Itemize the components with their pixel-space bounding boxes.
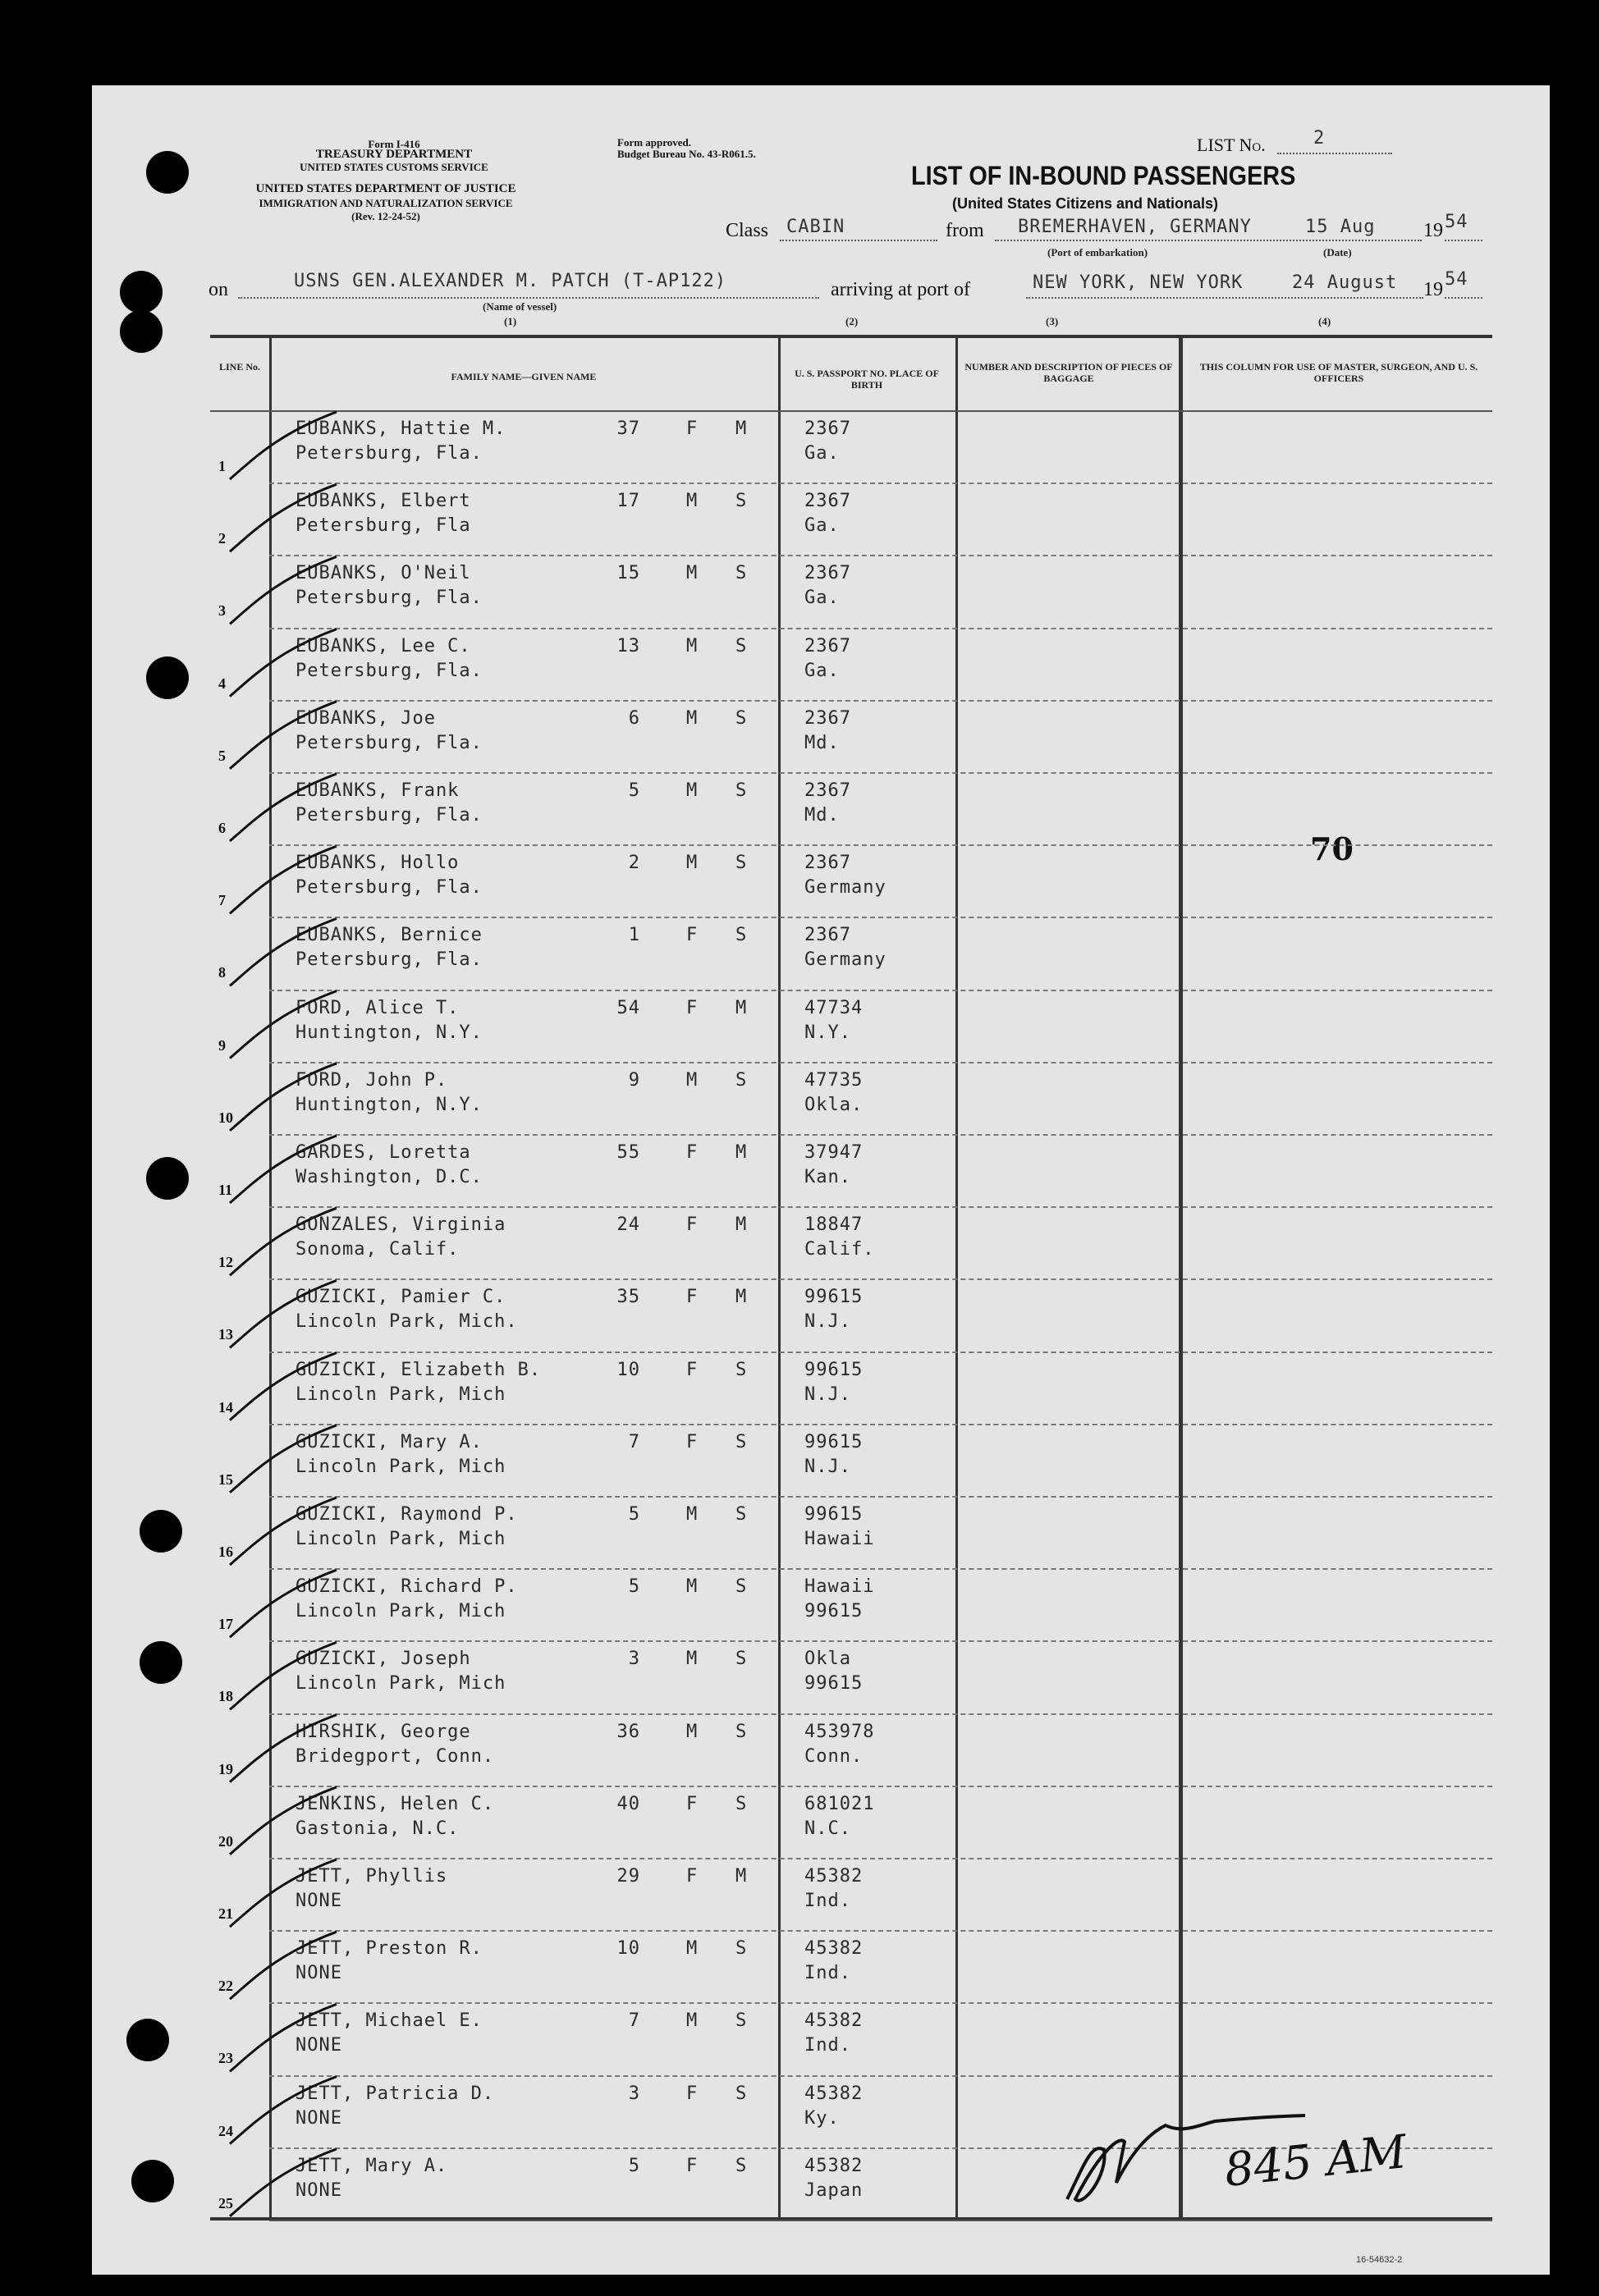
- document-title: LIST OF IN-BOUND PASSENGERS: [911, 161, 1296, 190]
- passport-number: 99615: [804, 1431, 864, 1452]
- family-given-name: EUBANKS, Lee C.: [296, 635, 471, 656]
- place-of-birth: Germany: [804, 877, 887, 899]
- passport-number: 2367: [804, 635, 851, 656]
- age: 37: [616, 418, 640, 439]
- column-2-caption: (2): [845, 315, 859, 327]
- passport-number: 453978: [804, 1721, 875, 1742]
- family-given-name: GARDES, Loretta: [296, 1142, 471, 1163]
- marital-status: S: [735, 1793, 748, 1814]
- form-code: 16-54632-2: [1356, 2255, 1403, 2265]
- class-value: CABIN: [786, 217, 845, 237]
- line-number: 9: [218, 1036, 226, 1054]
- form-approved: Form approved.: [617, 136, 692, 149]
- marital-status: S: [735, 2010, 748, 2032]
- place-of-birth: Ga.: [804, 588, 840, 609]
- passport-number: 45382: [804, 2010, 864, 2032]
- sex: F: [686, 2083, 699, 2104]
- passport-number: Okla: [804, 1649, 851, 1670]
- place-of-birth: 99615: [804, 1601, 864, 1622]
- family-given-name: EUBANKS, Frank: [296, 780, 460, 801]
- marital-status: M: [735, 1287, 748, 1308]
- age: 13: [616, 635, 640, 656]
- marital-status: S: [735, 1576, 748, 1598]
- sex: M: [686, 563, 699, 584]
- line-number: 10: [218, 1109, 233, 1126]
- passport-number: 45382: [804, 1938, 864, 1960]
- marital-status: S: [735, 1431, 748, 1452]
- place-of-birth: Md.: [804, 805, 840, 826]
- tally-check-mark: [230, 2149, 337, 2216]
- age: 2: [628, 853, 640, 874]
- place-of-birth: Ind.: [804, 1963, 851, 1984]
- marital-status: M: [735, 1142, 748, 1163]
- marital-status: S: [735, 1069, 748, 1091]
- sex: F: [686, 1142, 699, 1163]
- family-given-name: GUZICKI, Pamier C.: [296, 1287, 506, 1308]
- marital-status: S: [735, 1359, 748, 1380]
- line-number: 11: [218, 1182, 233, 1198]
- line-number: 17: [218, 1616, 233, 1633]
- list-no-label: LIST No.: [1197, 135, 1266, 155]
- date-caption: (Date): [1323, 246, 1352, 258]
- line-number: 19: [218, 1760, 233, 1777]
- passport-number: Hawaii: [804, 1576, 875, 1598]
- family-given-name: GONZALES, Virginia: [296, 1214, 506, 1236]
- age: 55: [616, 1142, 640, 1163]
- marital-status: S: [735, 1721, 748, 1742]
- residence: Petersburg, Fla.: [296, 949, 483, 971]
- age: 24: [616, 1214, 640, 1236]
- column-header-passport: U. S. PASSPORT NO. PLACE OF BIRTH: [795, 368, 939, 391]
- tally-check-mark: [230, 846, 337, 913]
- family-given-name: JETT, Patricia D.: [296, 2083, 495, 2104]
- family-given-name: GUZICKI, Raymond P.: [296, 1504, 518, 1525]
- passport-number: 2367: [804, 707, 851, 729]
- revision-date: (Rev. 12-24-52): [351, 210, 420, 222]
- place-of-birth: Japan: [804, 2179, 864, 2201]
- line-number: 15: [218, 1470, 233, 1488]
- passport-number: 99615: [804, 1504, 864, 1525]
- age: 5: [628, 1576, 640, 1598]
- sex: M: [686, 853, 699, 874]
- sex: M: [686, 1649, 699, 1670]
- family-given-name: JETT, Preston R.: [296, 1938, 483, 1960]
- passport-number: 45382: [804, 1866, 864, 1887]
- from-label: from: [946, 220, 984, 241]
- marital-status: S: [735, 2083, 748, 2104]
- sex: M: [686, 1504, 699, 1525]
- line-number: 23: [218, 2050, 233, 2067]
- column-header-name: FAMILY NAME—GIVEN NAME: [451, 371, 597, 382]
- place-of-birth: Ga.: [804, 443, 840, 464]
- family-given-name: EUBANKS, Elbert: [296, 491, 471, 512]
- class-label: Class: [726, 220, 769, 241]
- passport-number: 99615: [804, 1287, 864, 1308]
- residence: Petersburg, Fla.: [296, 588, 483, 609]
- age: 35: [616, 1287, 640, 1308]
- passport-number: 18847: [804, 1214, 864, 1236]
- tally-check-mark: [230, 774, 337, 841]
- tally-check-mark: [230, 2077, 337, 2144]
- passport-number: 2367: [804, 563, 851, 584]
- age: 15: [616, 563, 640, 584]
- family-given-name: GUZICKI, Richard P.: [296, 1576, 518, 1598]
- vessel-name: USNS GEN.ALEXANDER M. PATCH (T-AP122): [294, 271, 727, 291]
- sex: M: [686, 1576, 699, 1598]
- residence: Petersburg, Fla.: [296, 732, 483, 753]
- line-number: 14: [218, 1398, 233, 1416]
- marital-status: S: [735, 1504, 748, 1525]
- age: 5: [628, 2155, 640, 2176]
- age: 36: [616, 1721, 640, 1742]
- line-number: 8: [218, 964, 226, 981]
- column-4-caption: (4): [1318, 315, 1331, 327]
- family-given-name: HIRSHIK, George: [296, 1721, 471, 1742]
- residence: Petersburg, Fla.: [296, 877, 483, 899]
- family-given-name: JETT, Phyllis: [296, 1866, 448, 1887]
- residence: NONE: [296, 1963, 342, 1984]
- on-label: on: [208, 279, 228, 300]
- place-of-birth: Kan.: [804, 1167, 851, 1187]
- sex: F: [686, 2155, 699, 2176]
- family-given-name: JETT, Michael E.: [296, 2010, 483, 2032]
- place-of-birth: Germany: [804, 949, 887, 971]
- tally-check-mark: [230, 1642, 337, 1709]
- place-of-birth: N.Y.: [804, 1022, 851, 1043]
- tally-check-mark: [230, 1353, 337, 1420]
- residence: NONE: [296, 2107, 342, 2129]
- arrival-year: 54: [1445, 269, 1468, 290]
- line-number: 18: [218, 1688, 233, 1705]
- sex: M: [686, 780, 699, 801]
- family-given-name: GUZICKI, Elizabeth B.: [296, 1359, 542, 1380]
- sex: F: [686, 925, 699, 946]
- residence: NONE: [296, 2035, 342, 2056]
- place-of-birth: Calif.: [804, 1239, 875, 1260]
- tally-check-mark: [230, 1136, 337, 1203]
- age: 54: [616, 997, 640, 1018]
- tally-check-mark: [230, 1570, 337, 1637]
- passport-number: 99615: [804, 1359, 864, 1380]
- marital-status: S: [735, 925, 748, 946]
- residence: Washington, D.C.: [296, 1167, 483, 1187]
- age: 7: [628, 1431, 640, 1452]
- family-given-name: EUBANKS, Hollo: [296, 853, 460, 874]
- age: 9: [628, 1069, 640, 1091]
- sex: M: [686, 1721, 699, 1742]
- passport-number: 45382: [804, 2083, 864, 2104]
- sex: M: [686, 1938, 699, 1960]
- residence: Huntington, N.Y.: [296, 1022, 483, 1043]
- passport-number: 37947: [804, 1142, 864, 1163]
- line-number: 22: [218, 1978, 233, 1995]
- sex: F: [686, 997, 699, 1018]
- place-of-birth: N.C.: [804, 1818, 851, 1839]
- tally-check-mark: [230, 1063, 337, 1131]
- officer-total: 70: [1310, 830, 1354, 867]
- column-header-line-no: LINE No.: [218, 361, 260, 373]
- line-number: 5: [218, 747, 226, 764]
- port-caption: (Port of embarkation): [1047, 246, 1148, 258]
- residence: Lincoln Park, Mich: [296, 1601, 506, 1622]
- passport-number: 2367: [804, 925, 851, 946]
- embarkation-date: 15 Aug: [1305, 217, 1376, 237]
- age: 6: [628, 707, 640, 729]
- budget-bureau: Budget Bureau No. 43-R061.5.: [617, 148, 756, 160]
- line-number: 6: [218, 820, 226, 836]
- marital-status: M: [735, 997, 748, 1018]
- line-number: 20: [218, 1832, 233, 1850]
- marital-status: S: [735, 707, 748, 729]
- family-given-name: JENKINS, Helen C.: [296, 1793, 495, 1814]
- age: 3: [628, 1649, 640, 1670]
- passport-number: 681021: [804, 1793, 875, 1814]
- line-number: 13: [218, 1326, 233, 1343]
- age: 29: [616, 1866, 640, 1887]
- family-given-name: EUBANKS, Bernice: [296, 925, 483, 946]
- tally-check-mark: [230, 1932, 337, 1999]
- age: 1: [628, 925, 640, 946]
- marital-status: M: [735, 1866, 748, 1887]
- passport-number: 2367: [804, 491, 851, 512]
- port-of-embarkation: BREMERHAVEN, GERMANY: [1018, 217, 1252, 237]
- place-of-birth: Ga.: [804, 515, 840, 537]
- marital-status: S: [735, 2155, 748, 2176]
- sex: M: [686, 2010, 699, 2032]
- marital-status: S: [735, 563, 748, 584]
- residence: Lincoln Park, Mich: [296, 1673, 506, 1695]
- marital-status: S: [735, 853, 748, 874]
- place-of-birth: N.J.: [804, 1456, 851, 1477]
- sex: M: [686, 707, 699, 729]
- marital-status: S: [735, 1938, 748, 1960]
- line-number: 12: [218, 1254, 233, 1271]
- column-1-caption: (1): [504, 315, 517, 327]
- tally-check-mark: [230, 556, 337, 624]
- department-of-justice: UNITED STATES DEPARTMENT OF JUSTICE: [255, 182, 516, 195]
- residence: Gastonia, N.C.: [296, 1818, 460, 1839]
- vessel-caption: (Name of vessel): [483, 300, 557, 313]
- residence: Petersburg, Fla.: [296, 660, 483, 681]
- sex: M: [686, 1069, 699, 1091]
- line-number: 25: [218, 2194, 233, 2211]
- line-number: 24: [218, 2122, 233, 2139]
- tally-check-mark: [230, 991, 337, 1059]
- line-number: 3: [218, 602, 226, 620]
- line-number: 1: [218, 458, 226, 474]
- sex: F: [686, 1793, 699, 1814]
- place-of-birth: 99615: [804, 1673, 864, 1695]
- tally-check-mark: [230, 1787, 337, 1855]
- line-number: 4: [218, 675, 226, 692]
- tally-check-mark: [230, 1208, 337, 1275]
- age: 3: [628, 2083, 640, 2104]
- passport-number: 45382: [804, 2155, 864, 2176]
- place-of-birth: Ind.: [804, 2035, 851, 2056]
- family-given-name: EUBANKS, Joe: [296, 707, 436, 729]
- column-3-caption: (3): [1046, 315, 1059, 327]
- passport-number: 2367: [804, 418, 851, 439]
- year-prefix: 19: [1423, 220, 1443, 241]
- family-given-name: JETT, Mary A.: [296, 2155, 448, 2176]
- treasury-department: TREASURY DEPARTMENT: [315, 148, 473, 161]
- sex: F: [686, 1359, 699, 1380]
- place-of-birth: N.J.: [804, 1384, 851, 1405]
- tally-check-mark: [230, 629, 337, 697]
- place-of-birth: Md.: [804, 732, 840, 753]
- marital-status: M: [735, 1214, 748, 1236]
- residence: NONE: [296, 2179, 342, 2201]
- line-number: 21: [218, 1905, 233, 1922]
- age: 10: [616, 1938, 640, 1960]
- family-given-name: GUZICKI, Joseph: [296, 1649, 471, 1670]
- family-given-name: EUBANKS, Hattie M.: [296, 418, 506, 439]
- sex: F: [686, 1214, 699, 1236]
- residence: Bridegport, Conn.: [296, 1745, 495, 1767]
- age: 5: [628, 780, 640, 801]
- marital-status: M: [735, 418, 748, 439]
- column-header-officers: THIS COLUMN FOR USE OF MASTER, SURGEON, AND U. S. OFFICERS: [1199, 361, 1478, 384]
- sex: F: [686, 418, 699, 439]
- residence: Lincoln Park, Mich.: [296, 1311, 518, 1333]
- residence: Sonoma, Calif.: [296, 1239, 460, 1260]
- sex: M: [686, 635, 699, 656]
- arrival-port: NEW YORK, NEW YORK: [1033, 272, 1244, 293]
- age: 5: [628, 1504, 640, 1525]
- arrival-date: 24 August: [1292, 272, 1398, 293]
- residence: Lincoln Park, Mich: [296, 1456, 506, 1477]
- tally-check-mark: [230, 702, 337, 769]
- tally-check-mark: [230, 1280, 337, 1347]
- marital-status: S: [735, 780, 748, 801]
- line-number: 16: [218, 1544, 233, 1560]
- place-of-birth: Conn.: [804, 1745, 864, 1767]
- place-of-birth: N.J.: [804, 1311, 851, 1333]
- tally-check-mark: [230, 2004, 337, 2071]
- marital-status: S: [735, 491, 748, 512]
- tally-check-mark: [230, 484, 337, 551]
- passport-number: 47735: [804, 1069, 864, 1091]
- marital-status: S: [735, 1649, 748, 1670]
- residence: NONE: [296, 1891, 342, 1911]
- passport-number: 47734: [804, 997, 864, 1018]
- sex: F: [686, 1866, 699, 1887]
- age: 17: [616, 491, 640, 512]
- residence: Petersburg, Fla: [296, 515, 471, 537]
- place-of-birth: Ind.: [804, 1891, 851, 1911]
- age: 40: [616, 1793, 640, 1814]
- marital-status: S: [735, 635, 748, 656]
- passport-number: 2367: [804, 780, 851, 801]
- residence: Huntington, N.Y.: [296, 1094, 483, 1115]
- family-given-name: FORD, John P.: [296, 1069, 448, 1091]
- age: 7: [628, 2010, 640, 2032]
- tally-check-mark: [230, 918, 337, 986]
- line-number: 2: [218, 530, 226, 547]
- signature-time: 845 AM: [1221, 2125, 1409, 2198]
- form-number: Form I-416: [368, 138, 420, 150]
- age: 10: [616, 1359, 640, 1380]
- sex: M: [686, 491, 699, 512]
- arriving-label: arriving at port of: [831, 279, 970, 300]
- list-no-value: 2: [1313, 128, 1326, 149]
- family-given-name: EUBANKS, O'Neil: [296, 563, 471, 584]
- document-subtitle: (United States Citizens and Nationals): [952, 195, 1219, 212]
- family-given-name: GUZICKI, Mary A.: [296, 1431, 483, 1452]
- sex: F: [686, 1287, 699, 1308]
- residence: Petersburg, Fla.: [296, 443, 483, 464]
- customs-service: UNITED STATES CUSTOMS SERVICE: [300, 161, 488, 173]
- tally-check-mark: [230, 1859, 337, 1927]
- tally-check-mark: [230, 412, 337, 479]
- residence: Lincoln Park, Mich: [296, 1384, 506, 1405]
- tally-check-mark: [230, 1425, 337, 1493]
- place-of-birth: Ky.: [804, 2107, 840, 2129]
- residence: Lincoln Park, Mich: [296, 1529, 506, 1549]
- place-of-birth: Okla.: [804, 1094, 864, 1115]
- tally-check-mark: [230, 1715, 337, 1782]
- family-given-name: FORD, Alice T.: [296, 997, 460, 1018]
- passport-number: 2367: [804, 853, 851, 874]
- tally-check-mark: [230, 1498, 337, 1565]
- column-header-baggage: NUMBER AND DESCRIPTION OF PIECES OF BAGGAGE: [964, 361, 1173, 384]
- ins-name: IMMIGRATION AND NATURALIZATION SERVICE: [259, 197, 513, 209]
- embarkation-year: 54: [1445, 212, 1468, 232]
- sex: F: [686, 1431, 699, 1452]
- place-of-birth: Hawaii: [804, 1529, 875, 1549]
- arrival-year-prefix: 19: [1423, 279, 1443, 300]
- place-of-birth: Ga.: [804, 660, 840, 681]
- residence: Petersburg, Fla.: [296, 805, 483, 826]
- line-number: 7: [218, 892, 226, 909]
